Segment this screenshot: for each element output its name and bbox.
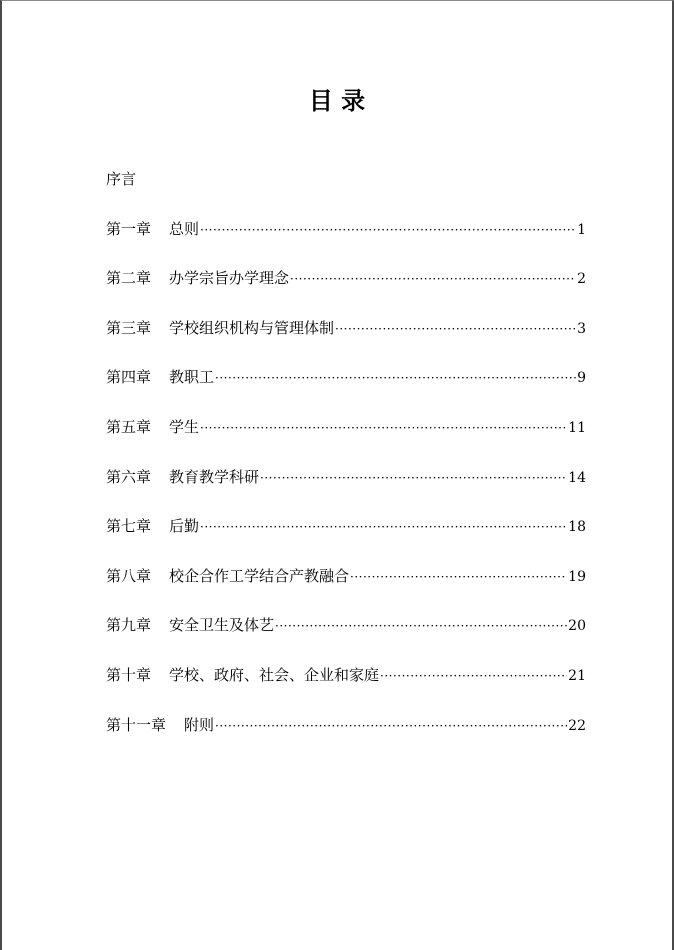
chapter-title: 学生 — [169, 417, 200, 436]
page-number: 14 — [568, 469, 586, 486]
dot-leader — [215, 714, 567, 738]
toc-entry-chapter-6[interactable] — [106, 465, 586, 489]
chapter-title: 办学宗旨办学理念 — [169, 269, 290, 288]
chapter-title: 教育教学科研 — [169, 467, 260, 486]
chapter-label: 第八章 — [106, 566, 152, 585]
toc-title: 目 录 — [308, 86, 366, 115]
chapter-title: 后勤 — [169, 517, 200, 536]
chapter-title: 学校、政府、社会、企业和家庭 — [169, 665, 380, 684]
chapter-title: 总则 — [169, 219, 200, 238]
toc-entry-chapter-10[interactable] — [106, 663, 586, 687]
chapter-label: 第五章 — [106, 417, 152, 436]
chapter-label: 第七章 — [106, 517, 152, 536]
chapter-label: 第四章 — [106, 368, 152, 387]
chapter-title: 教职工 — [169, 368, 215, 387]
dot-leader — [260, 466, 567, 490]
dot-leader — [380, 664, 567, 688]
chapter-label: 第二章 — [106, 269, 152, 288]
dot-leader — [200, 218, 576, 242]
toc-entry-chapter-8[interactable] — [106, 564, 586, 588]
dot-leader — [335, 317, 576, 341]
chapter-label: 第一章 — [106, 219, 152, 238]
page-number: 22 — [568, 717, 586, 734]
chapter-label: 第九章 — [106, 616, 152, 635]
toc-entry-chapter-5[interactable] — [106, 415, 586, 439]
dot-leader — [215, 366, 576, 390]
dot-leader — [200, 416, 567, 440]
dot-leader — [290, 267, 576, 291]
page-number: 3 — [577, 320, 586, 337]
chapter-title: 学校组织机构与管理体制 — [169, 318, 335, 337]
chapter-label: 第十一章 — [106, 715, 167, 734]
dot-leader — [275, 614, 567, 638]
page-number: 20 — [568, 618, 586, 635]
toc-entry-chapter-1[interactable] — [106, 217, 586, 241]
toc-entry-chapter-11[interactable] — [106, 713, 586, 737]
toc-entry-chapter-3[interactable] — [106, 316, 586, 340]
toc-entry-chapter-7[interactable] — [106, 514, 586, 538]
chapter-label: 第六章 — [106, 467, 152, 486]
page-number: 11 — [568, 419, 586, 436]
table-of-contents — [106, 167, 586, 762]
page-number: 19 — [568, 568, 586, 585]
toc-entry-chapter-4[interactable] — [106, 365, 586, 389]
toc-preface: 序言 — [106, 170, 137, 188]
page-number: 2 — [577, 271, 586, 288]
chapter-label: 第三章 — [106, 318, 152, 337]
chapter-title: 安全卫生及体艺 — [169, 616, 275, 635]
page-number: 18 — [568, 519, 586, 536]
page-number: 1 — [577, 221, 586, 238]
toc-entry-chapter-9[interactable] — [106, 613, 586, 637]
chapter-title: 附则 — [184, 715, 215, 734]
toc-entry-chapter-2[interactable] — [106, 266, 586, 290]
chapter-label: 第十章 — [106, 665, 152, 684]
dot-leader — [350, 565, 567, 589]
dot-leader — [200, 515, 567, 539]
page-number: 9 — [577, 370, 586, 387]
page-number: 21 — [568, 667, 586, 684]
chapter-title: 校企合作工学结合产教融合 — [169, 566, 350, 585]
